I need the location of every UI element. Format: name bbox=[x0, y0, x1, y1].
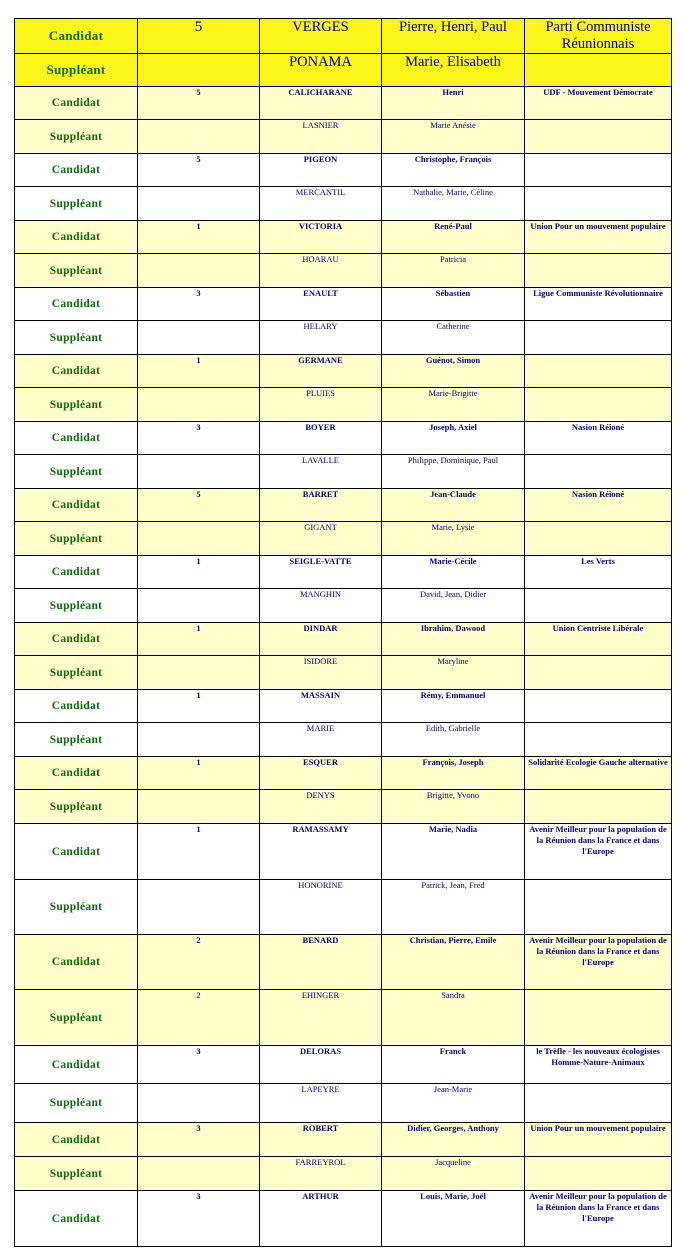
row-label: Candidat bbox=[15, 935, 138, 990]
row-party bbox=[525, 120, 672, 154]
row-last-name: ARTHUR bbox=[260, 1191, 382, 1247]
header-first-names: Pierre, Henri, Paul bbox=[382, 19, 525, 54]
row-first-names: Patricia bbox=[382, 254, 525, 288]
row-first-names: Jean-Claude bbox=[382, 489, 525, 522]
row-last-name: EHINGER bbox=[260, 990, 382, 1046]
row-party: le Trèfle - les nouveaux écologistes Homme-Nature-Animaux bbox=[525, 1046, 672, 1084]
row-last-name: ISIDORE bbox=[260, 656, 382, 690]
row-last-name: ROBERT bbox=[260, 1123, 382, 1157]
row-party bbox=[525, 321, 672, 355]
row-first-names: Jean-Marie bbox=[382, 1084, 525, 1123]
header-last-name: PONAMA bbox=[260, 54, 382, 87]
row-number: 3 bbox=[138, 1123, 260, 1157]
row-party: Avenir Meilleur pour la population de la Réunion dans la France et dans l'Europe bbox=[525, 1191, 672, 1247]
row-party bbox=[525, 455, 672, 489]
row-first-names: Sébastien bbox=[382, 288, 525, 321]
row-party: Ligue Communiste Révolutionnaire bbox=[525, 288, 672, 321]
row-number: 5 bbox=[138, 87, 260, 120]
row-label: Candidat bbox=[15, 1046, 138, 1084]
row-last-name: MERCANTIL bbox=[260, 187, 382, 221]
row-first-names: Nathalie, Marie, Céline bbox=[382, 187, 525, 221]
row-first-names: Sandra bbox=[382, 990, 525, 1046]
row-first-names: David, Jean, Didier bbox=[382, 589, 525, 623]
substitute-row bbox=[15, 790, 672, 824]
row-number bbox=[138, 522, 260, 556]
row-first-names: Catherine bbox=[382, 321, 525, 355]
row-number bbox=[138, 1084, 260, 1123]
row-first-names: Didier, Georges, Anthony bbox=[382, 1123, 525, 1157]
header-label: Candidat bbox=[15, 19, 138, 54]
substitute-row bbox=[15, 1157, 672, 1191]
row-last-name: ESQUER bbox=[260, 757, 382, 790]
candidate-row bbox=[15, 489, 672, 522]
row-party bbox=[525, 589, 672, 623]
row-label: Candidat bbox=[15, 1191, 138, 1247]
row-first-names: Brigitte, Yvono bbox=[382, 790, 525, 824]
row-label: Suppléant bbox=[15, 388, 138, 422]
row-label: Suppléant bbox=[15, 321, 138, 355]
row-label: Suppléant bbox=[15, 723, 138, 757]
row-number: 1 bbox=[138, 623, 260, 656]
row-last-name: ENAULT bbox=[260, 288, 382, 321]
row-label: Suppléant bbox=[15, 187, 138, 221]
row-party bbox=[525, 388, 672, 422]
row-last-name: BARRET bbox=[260, 489, 382, 522]
substitute-row bbox=[15, 120, 672, 154]
candidates-table-body bbox=[15, 19, 672, 1247]
row-number: 1 bbox=[138, 355, 260, 388]
row-party: Avenir Meilleur pour la population de la Réunion dans la France et dans l'Europe bbox=[525, 935, 672, 990]
row-first-names: Marie, Nadia bbox=[382, 824, 525, 880]
row-number: 3 bbox=[138, 1046, 260, 1084]
row-last-name: DENYS bbox=[260, 790, 382, 824]
candidate-row bbox=[15, 288, 672, 321]
candidate-row bbox=[15, 623, 672, 656]
header-row-candidat bbox=[15, 19, 672, 54]
candidate-row bbox=[15, 824, 672, 880]
row-first-names: Franck bbox=[382, 1046, 525, 1084]
row-label: Candidat bbox=[15, 757, 138, 790]
candidate-row bbox=[15, 221, 672, 254]
row-first-names: Marie-Brigitte bbox=[382, 388, 525, 422]
row-number: 2 bbox=[138, 935, 260, 990]
row-last-name: MARIE bbox=[260, 723, 382, 757]
row-party bbox=[525, 880, 672, 935]
header-party bbox=[525, 54, 672, 87]
row-party bbox=[525, 790, 672, 824]
row-label: Candidat bbox=[15, 690, 138, 723]
row-number: 1 bbox=[138, 690, 260, 723]
row-number bbox=[138, 321, 260, 355]
row-label: Candidat bbox=[15, 87, 138, 120]
row-last-name: HOARAU bbox=[260, 254, 382, 288]
substitute-row bbox=[15, 455, 672, 489]
substitute-row bbox=[15, 388, 672, 422]
substitute-row bbox=[15, 187, 672, 221]
row-label: Candidat bbox=[15, 489, 138, 522]
row-number: 1 bbox=[138, 757, 260, 790]
row-first-names: Guénot, Simon bbox=[382, 355, 525, 388]
row-party: Nasion Réioné bbox=[525, 422, 672, 455]
candidate-row bbox=[15, 757, 672, 790]
row-first-names: Patrick, Jean, Fred bbox=[382, 880, 525, 935]
row-first-names: Maryline bbox=[382, 656, 525, 690]
substitute-row bbox=[15, 522, 672, 556]
row-last-name: RAMASSAMY bbox=[260, 824, 382, 880]
row-party bbox=[525, 656, 672, 690]
row-number bbox=[138, 589, 260, 623]
row-label: Suppléant bbox=[15, 120, 138, 154]
row-party bbox=[525, 522, 672, 556]
substitute-row bbox=[15, 656, 672, 690]
row-number bbox=[138, 455, 260, 489]
row-number: 3 bbox=[138, 1191, 260, 1247]
row-label: Suppléant bbox=[15, 522, 138, 556]
substitute-row bbox=[15, 880, 672, 935]
substitute-row bbox=[15, 589, 672, 623]
row-party: UDF - Mouvement Démocrate bbox=[525, 87, 672, 120]
row-number: 2 bbox=[138, 990, 260, 1046]
row-last-name: HELARY bbox=[260, 321, 382, 355]
row-label: Suppléant bbox=[15, 656, 138, 690]
row-number bbox=[138, 656, 260, 690]
header-number: 5 bbox=[138, 19, 260, 54]
substitute-row bbox=[15, 321, 672, 355]
row-last-name: LASNIER bbox=[260, 120, 382, 154]
row-last-name: HONORINE bbox=[260, 880, 382, 935]
row-first-names: Christian, Pierre, Emile bbox=[382, 935, 525, 990]
candidate-row bbox=[15, 1046, 672, 1084]
row-first-names: Rémy, Emmanuel bbox=[382, 690, 525, 723]
candidate-row bbox=[15, 87, 672, 120]
row-number bbox=[138, 388, 260, 422]
row-label: Candidat bbox=[15, 221, 138, 254]
candidate-row bbox=[15, 154, 672, 187]
row-number: 5 bbox=[138, 154, 260, 187]
row-number bbox=[138, 120, 260, 154]
row-first-names: Marie-Cécile bbox=[382, 556, 525, 589]
row-party bbox=[525, 355, 672, 388]
candidate-row bbox=[15, 690, 672, 723]
row-party bbox=[525, 990, 672, 1046]
row-last-name: FARREYROL bbox=[260, 1157, 382, 1191]
candidate-row bbox=[15, 422, 672, 455]
row-party: Union Pour un mouvement populaire bbox=[525, 221, 672, 254]
row-label: Suppléant bbox=[15, 990, 138, 1046]
row-label: Suppléant bbox=[15, 790, 138, 824]
substitute-row bbox=[15, 1084, 672, 1123]
row-number bbox=[138, 1157, 260, 1191]
row-first-names: Marie Anésie bbox=[382, 120, 525, 154]
row-label: Suppléant bbox=[15, 1084, 138, 1123]
substitute-row bbox=[15, 723, 672, 757]
row-last-name: PLUIES bbox=[260, 388, 382, 422]
row-label: Suppléant bbox=[15, 589, 138, 623]
row-label: Candidat bbox=[15, 1123, 138, 1157]
row-first-names: Edith, Gabrielle bbox=[382, 723, 525, 757]
row-first-names: René-Paul bbox=[382, 221, 525, 254]
row-first-names: Marie, Lysie bbox=[382, 522, 525, 556]
row-number: 1 bbox=[138, 221, 260, 254]
row-last-name: BOYER bbox=[260, 422, 382, 455]
header-last-name: VERGES bbox=[260, 19, 382, 54]
row-label: Candidat bbox=[15, 288, 138, 321]
row-last-name: LAVALLE bbox=[260, 455, 382, 489]
row-label: Candidat bbox=[15, 422, 138, 455]
row-number: 5 bbox=[138, 489, 260, 522]
row-first-names: Henri bbox=[382, 87, 525, 120]
row-first-names: Joseph, Axiel bbox=[382, 422, 525, 455]
row-number bbox=[138, 790, 260, 824]
row-last-name: DINDAR bbox=[260, 623, 382, 656]
row-first-names: Christophe, François bbox=[382, 154, 525, 187]
row-party bbox=[525, 690, 672, 723]
row-last-name: CALICHARANE bbox=[260, 87, 382, 120]
candidate-row bbox=[15, 1123, 672, 1157]
candidate-row bbox=[15, 355, 672, 388]
row-party bbox=[525, 254, 672, 288]
row-party bbox=[525, 723, 672, 757]
row-party: Union Centriste Libérale bbox=[525, 623, 672, 656]
row-party: Nasion Réioné bbox=[525, 489, 672, 522]
row-party bbox=[525, 1157, 672, 1191]
row-number: 1 bbox=[138, 824, 260, 880]
row-label: Suppléant bbox=[15, 880, 138, 935]
row-label: Suppléant bbox=[15, 254, 138, 288]
row-number: 3 bbox=[138, 422, 260, 455]
row-label: Candidat bbox=[15, 623, 138, 656]
header-first-names: Marie, Elisabeth bbox=[382, 54, 525, 87]
row-party bbox=[525, 1084, 672, 1123]
row-label: Candidat bbox=[15, 556, 138, 589]
candidate-row bbox=[15, 935, 672, 990]
row-first-names: Ibrahim, Dawood bbox=[382, 623, 525, 656]
candidate-row bbox=[15, 1191, 672, 1247]
row-label: Candidat bbox=[15, 824, 138, 880]
row-last-name: DELORAS bbox=[260, 1046, 382, 1084]
row-party bbox=[525, 154, 672, 187]
row-number: 1 bbox=[138, 556, 260, 589]
candidate-row bbox=[15, 556, 672, 589]
header-number bbox=[138, 54, 260, 87]
header-label: Suppléant bbox=[15, 54, 138, 87]
row-last-name: LAPEYRE bbox=[260, 1084, 382, 1123]
row-label: Candidat bbox=[15, 355, 138, 388]
header-party: Parti Communiste Réunionnais bbox=[525, 19, 672, 54]
header-row-suppleant bbox=[15, 54, 672, 87]
row-last-name: GERMANE bbox=[260, 355, 382, 388]
row-last-name: GIGANT bbox=[260, 522, 382, 556]
row-last-name: BENARD bbox=[260, 935, 382, 990]
row-last-name: MASSAIN bbox=[260, 690, 382, 723]
row-label: Suppléant bbox=[15, 1157, 138, 1191]
row-number bbox=[138, 254, 260, 288]
row-party bbox=[525, 187, 672, 221]
row-number bbox=[138, 187, 260, 221]
row-party: Solidarité Ecologie Gauche alternative bbox=[525, 757, 672, 790]
row-last-name: SEIGLE-VATTE bbox=[260, 556, 382, 589]
row-label: Suppléant bbox=[15, 455, 138, 489]
row-party: Avenir Meilleur pour la population de la Réunion dans la France et dans l'Europe bbox=[525, 824, 672, 880]
row-first-names: Philippe, Dominique, Paul bbox=[382, 455, 525, 489]
row-number bbox=[138, 723, 260, 757]
row-party: Les Verts bbox=[525, 556, 672, 589]
row-first-names: Louis, Marie, Joël bbox=[382, 1191, 525, 1247]
row-label: Candidat bbox=[15, 154, 138, 187]
row-first-names: Jacqueline bbox=[382, 1157, 525, 1191]
row-number: 3 bbox=[138, 288, 260, 321]
row-last-name: PIGEON bbox=[260, 154, 382, 187]
substitute-row bbox=[15, 254, 672, 288]
row-last-name: MANGHIN bbox=[260, 589, 382, 623]
row-first-names: François, Joseph bbox=[382, 757, 525, 790]
row-last-name: VICTORIA bbox=[260, 221, 382, 254]
row-party: Union Pour un mouvement populaire bbox=[525, 1123, 672, 1157]
candidates-table bbox=[14, 18, 672, 1247]
row-number bbox=[138, 880, 260, 935]
substitute-row bbox=[15, 990, 672, 1046]
